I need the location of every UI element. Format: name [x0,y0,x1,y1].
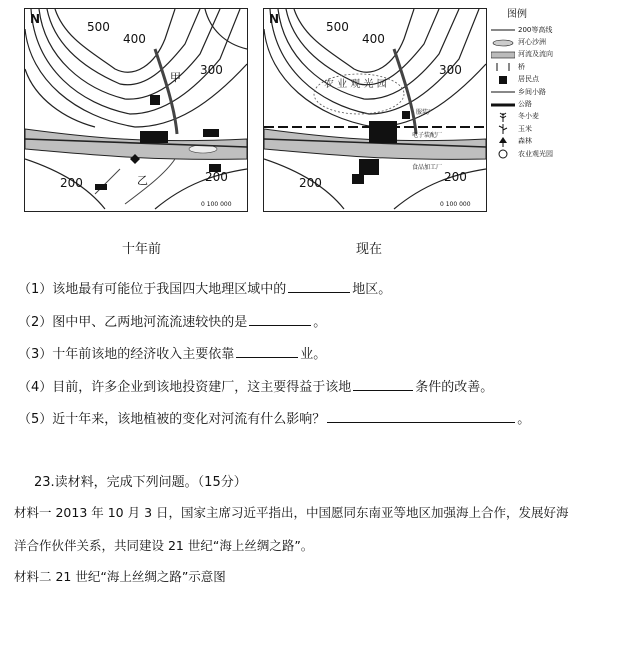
answer-blank[interactable] [288,280,350,293]
question-3 [18,343,326,362]
farm-park-label: 农 业 观 光 园 [324,79,387,90]
legend-item [491,24,621,36]
question-text: 条件的改善。 [415,380,494,395]
legend-item [491,148,621,160]
river-flow-icon [491,50,515,60]
material-one-line2: 洋合作伙伴关系，共同建设 21 世纪“海上丝绸之路”。 [14,538,314,553]
question-text: （1）该地最有可能位于我国四大地理区域中的 [18,282,287,297]
legend-label: 居民点 [518,75,539,84]
question-4 [18,376,493,395]
legend-item [491,123,621,135]
contour-label: 400 [362,32,385,46]
legend-label: 农业观光园 [518,149,553,158]
settlement-icon [491,75,515,85]
question-text: （3）十年前该地的经济收入主要依靠 [18,347,235,362]
legend-item [491,49,621,61]
legend-label: 桥 [518,62,525,71]
contour-label: 200 [299,176,322,190]
contour-label: 300 [439,63,462,77]
legend-item [491,136,621,148]
answer-blank[interactable] [236,345,298,358]
bridge-icon [491,62,515,72]
highway-icon [491,100,515,110]
legend-label: 河流及流向 [518,50,553,59]
question-2 [18,311,326,330]
sandbar-icon [491,38,515,48]
legend-item [491,86,621,98]
legend-label: 冬小麦 [518,112,539,121]
contour-label: 400 [123,32,146,46]
map-caption-right: 现在 [356,242,383,257]
location-jia-label: 甲 [170,71,181,84]
legend-item [491,74,621,86]
legend-title: 图例 [507,9,527,20]
legend-value: 200 [518,25,532,34]
winter-wheat-icon [491,112,515,122]
question-text: 地区。 [352,282,392,297]
contour-label: 200 [444,170,467,184]
factory-label: 食品加工厂 [412,164,443,171]
question-text: （2）图中甲、乙两地河流流速较快的是 [18,315,248,330]
map-present [263,8,487,212]
topographic-map-svg [25,9,247,211]
question-text: （5）近十年来，该地植被的变化对河流有什么影响？ [18,412,326,427]
farm-park-icon [491,149,515,159]
answer-blank[interactable] [249,313,311,326]
legend-label: 森林 [518,137,532,146]
question-text: （4）目前，许多企业到该地投资建厂，这主要得益于该地 [18,380,352,395]
material-one-line1: 材料一 2013 年 10 月 3 日，国家主席习近平指出，中国愿同东南亚等地区加强海上合作，发展好海 [14,505,569,520]
question-1 [18,278,391,297]
legend-label: 河心沙洲 [518,38,546,47]
question-text: 业。 [300,347,327,362]
legend-label: 乡间小路 [518,87,546,96]
answer-blank[interactable] [353,378,413,391]
contour-line-icon [491,25,515,35]
contour-label: 300 [200,63,223,77]
contour-label: 500 [87,20,110,34]
contour-label: 200 [60,176,83,190]
section-heading: 23.读材料，完成下列问题。（15分） [34,475,247,490]
corn-icon [491,124,515,134]
question-text: 。 [313,315,327,330]
north-arrow-icon: N [269,12,280,26]
contour-label: 200 [205,170,228,184]
legend-label: 玉米 [518,124,532,133]
contour-label: 500 [326,20,349,34]
answer-blank[interactable] [327,410,515,423]
legend-item [491,61,621,73]
location-yi-label: 乙 [137,174,148,187]
forest-icon [491,137,515,147]
topographic-map-svg [264,9,486,211]
factory-label: 电子装配厂 [412,132,443,139]
north-arrow-icon: N [30,12,41,26]
map-ten-years-ago [24,8,248,212]
factory-label: 服装厂 [416,109,435,116]
material-two: 材料二 21 世纪“海上丝绸之路”示意图 [14,569,226,584]
map-caption-left: 十年前 [122,242,162,257]
legend-item [491,98,621,110]
legend-label: 等高线 [531,25,553,34]
legend-label: 公路 [518,100,532,109]
legend-item [491,111,621,123]
scale-bar: 0 100 000 [201,201,232,208]
map-legend [491,10,621,160]
question-5 [18,408,530,427]
legend-item [491,36,621,48]
scale-bar: 0 100 000 [440,201,471,208]
rural-path-icon [491,87,515,97]
question-text: 。 [517,412,531,427]
